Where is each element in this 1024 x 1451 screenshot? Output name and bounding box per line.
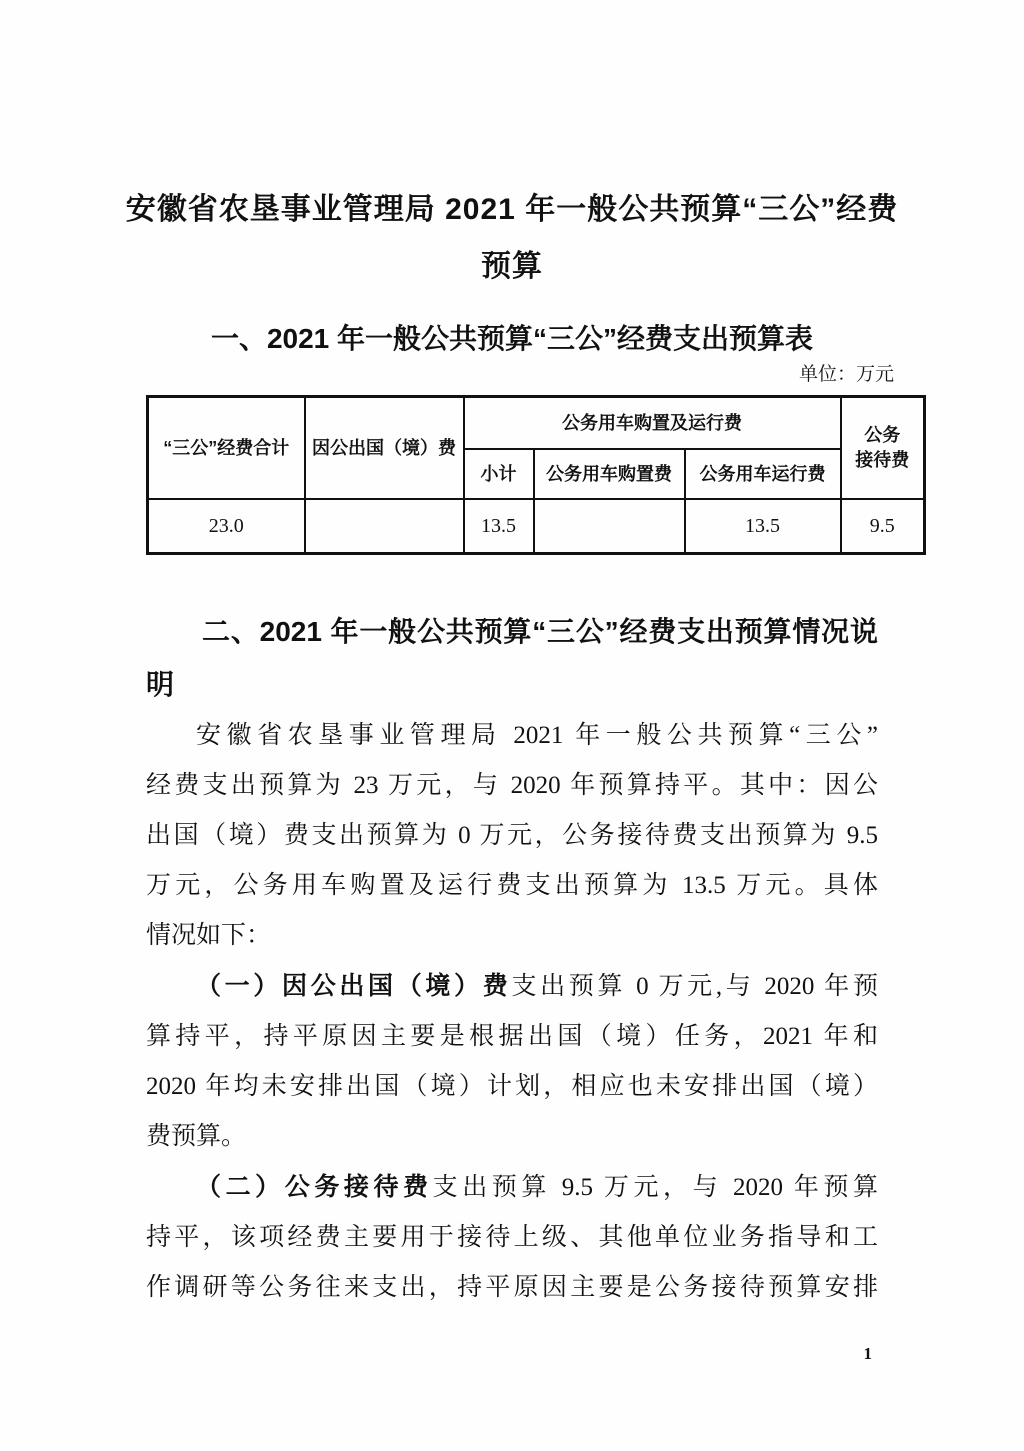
text-line bbox=[146, 811, 878, 861]
header-cell-subtotal: 小计 bbox=[464, 449, 534, 499]
line-text: 2020 年均未安排出国（境）计划，相应也未安排出国（境） bbox=[146, 1073, 878, 1100]
data-cell-abroad bbox=[305, 499, 464, 554]
bold-lead-in: （二）公务接待费 bbox=[196, 1173, 433, 1201]
text-line bbox=[146, 1263, 878, 1313]
text-line bbox=[146, 1062, 878, 1112]
header-cell-purchase: 公务用车购置费 bbox=[534, 449, 685, 499]
data-cell-reception: 9.5 bbox=[841, 499, 925, 554]
table-row bbox=[148, 499, 925, 554]
text-line bbox=[146, 911, 878, 961]
header-cell-reception bbox=[841, 397, 925, 500]
line-text: 费预算。 bbox=[146, 1123, 247, 1150]
text-line bbox=[146, 1213, 878, 1263]
line-text: 安徽省农垦事业管理局 2021 年一般公共预算“三公” bbox=[196, 722, 878, 749]
line-text: 持平，该项经费主要用于接待上级、其他单位业务指导和工 bbox=[146, 1224, 878, 1251]
line-text: 支出预算 0 万元,与 2020 年预 bbox=[511, 973, 878, 1000]
document-title bbox=[0, 181, 1024, 295]
text-line bbox=[146, 1162, 878, 1213]
line-text: 万元，公务用车购置及运行费支出预算为 13.5 万元。具体 bbox=[146, 872, 878, 899]
text-line bbox=[146, 605, 878, 658]
line-text: 经费支出预算为 23 万元，与 2020 年预算持平。其中：因公 bbox=[146, 772, 878, 799]
paragraph-reception-expense bbox=[146, 1162, 878, 1313]
text-line bbox=[146, 1112, 878, 1162]
header-cell-operation: 公务用车运行费 bbox=[685, 449, 841, 499]
text-line bbox=[146, 711, 878, 761]
line-text: 情况如下： bbox=[146, 922, 272, 949]
line-text: 支出预算 9.5 万元，与 2020 年预算 bbox=[432, 1174, 878, 1201]
text-line bbox=[146, 861, 878, 911]
paragraph-abroad-expense bbox=[146, 961, 878, 1162]
data-cell-subtotal: 13.5 bbox=[464, 499, 534, 554]
data-cell-total: 23.0 bbox=[148, 499, 305, 554]
document-title-line2: 预算 bbox=[481, 250, 543, 283]
section2-heading bbox=[146, 605, 878, 711]
header-cell-abroad: 因公出国（境）费 bbox=[305, 397, 464, 500]
text-line bbox=[146, 1012, 878, 1062]
data-cell-purchase bbox=[534, 499, 685, 554]
bold-lead-in: （一）因公出国（境）费 bbox=[196, 972, 512, 1000]
section1-heading: 一、2021 年一般公共预算“三公”经费支出预算表 bbox=[210, 323, 814, 354]
line-text: 出国（境）费支出预算为 0 万元，公务接待费支出预算为 9.5 bbox=[146, 822, 878, 849]
line-text: 作调研等公务往来支出，持平原因主要是公务接待预算安排 bbox=[146, 1274, 878, 1301]
text-line bbox=[146, 761, 878, 811]
unit-label: 单位：万元 bbox=[798, 364, 894, 385]
header-cell-reception-line2: 接待费 bbox=[855, 450, 910, 470]
line-text: 二、2021 年一般公共预算“三公”经费支出预算情况说 bbox=[202, 616, 878, 647]
header-cell-reception-line1: 公务 bbox=[864, 425, 901, 445]
paragraph-overview bbox=[146, 711, 878, 961]
line-text: 算持平，持平原因主要是根据出国（境）任务，2021 年和 bbox=[146, 1023, 878, 1050]
budget-table bbox=[146, 395, 926, 555]
text-line bbox=[146, 658, 878, 711]
data-cell-operation: 13.5 bbox=[685, 499, 841, 554]
text-line bbox=[146, 961, 878, 1012]
document-title-line1: 安徽省农垦事业管理局 2021 年一般公共预算“三公”经费 bbox=[125, 193, 899, 226]
header-cell-vehicle-group: 公务用车购置及运行费 bbox=[464, 397, 841, 450]
line-text: 明 bbox=[146, 669, 175, 700]
header-cell-total: “三公”经费合计 bbox=[148, 397, 305, 500]
page-number: 1 bbox=[863, 1344, 872, 1363]
